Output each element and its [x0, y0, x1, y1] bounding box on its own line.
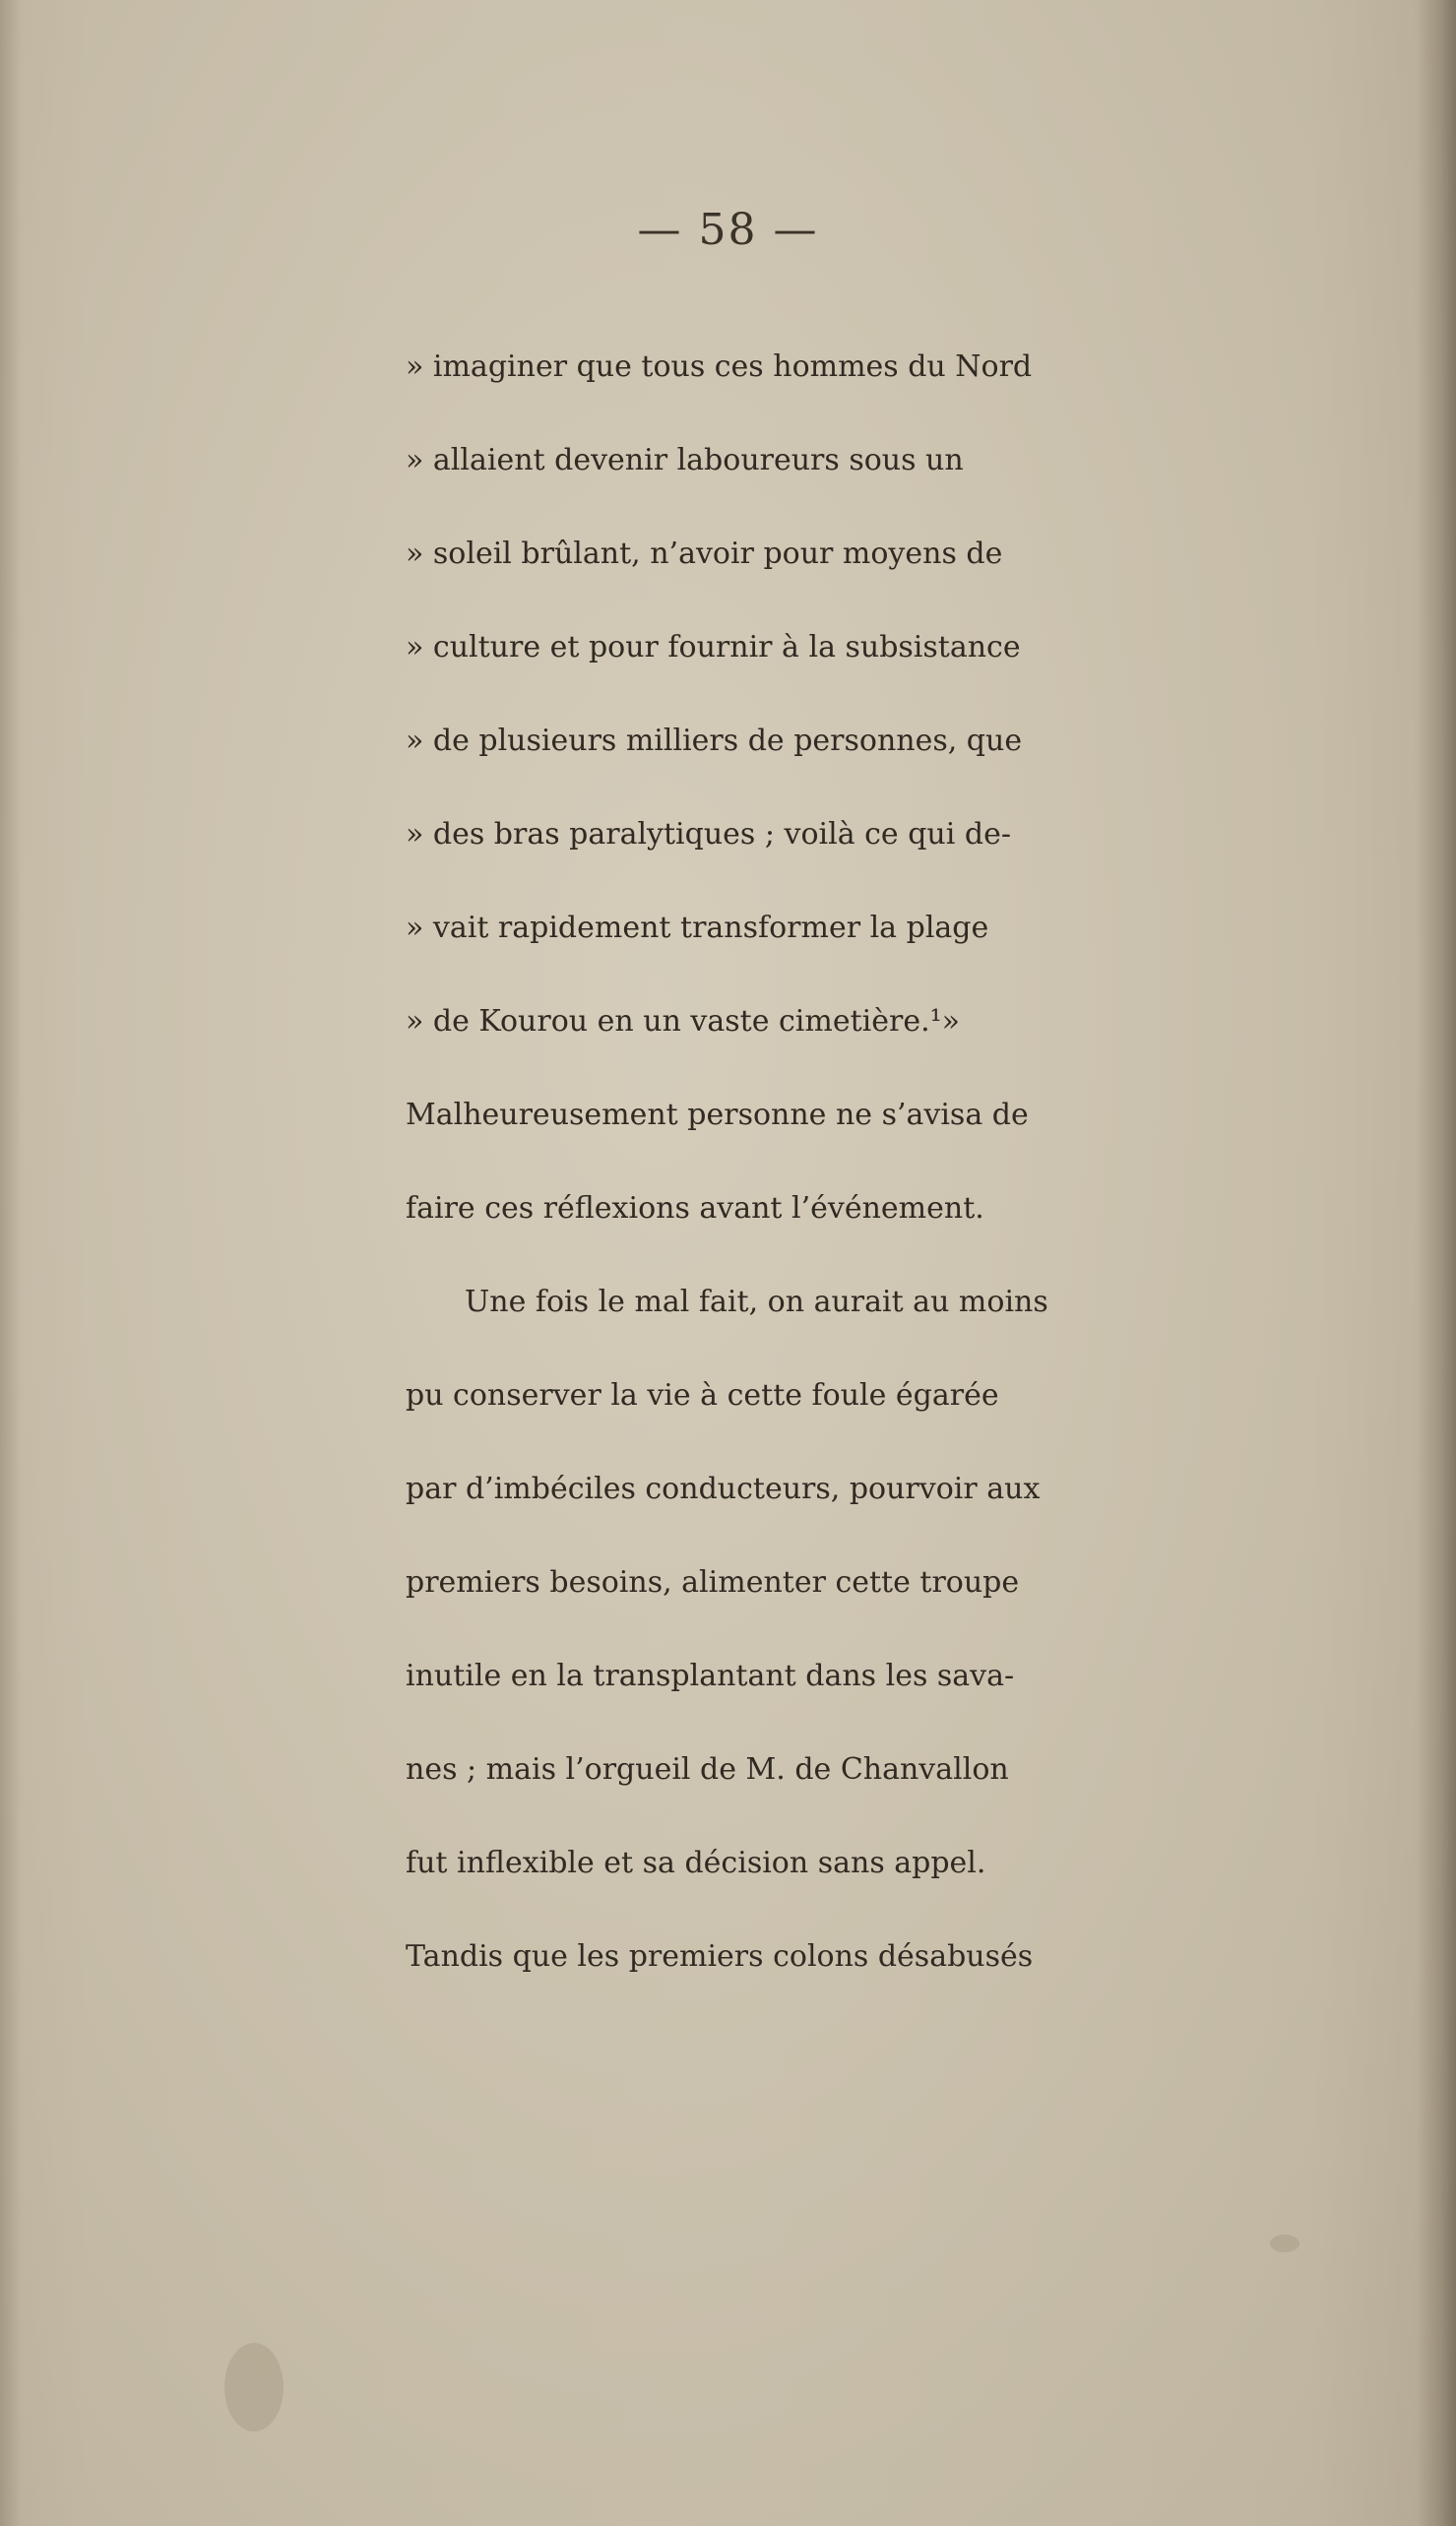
- text-line: » des bras paralytiques ; voilà ce qui de-: [406, 817, 1011, 852]
- text-line: » allaient devenir laboureurs sous un: [406, 443, 964, 477]
- text-line: » de plusieurs milliers de personnes, que: [406, 724, 1023, 758]
- text-line: » soleil brûlant, n’avoir pour moyens de: [406, 537, 1003, 571]
- text-line: faire ces réflexions avant l’événement.: [406, 1191, 984, 1226]
- text-line: premiers besoins, alimenter cette troupe: [406, 1565, 1020, 1600]
- page-number: — 58 —: [637, 205, 819, 255]
- body-text: [406, 320, 1439, 2003]
- text-line: fut inflexible et sa décision sans appel.: [406, 1846, 986, 1880]
- text-line: par d’imbéciles conducteurs, pourvoir aux: [406, 1472, 1041, 1506]
- text-line: pu conserver la vie à cette foule égarée: [406, 1378, 999, 1413]
- text-line: » vait rapidement transformer la plage: [406, 911, 989, 945]
- paper-stain: [1270, 2235, 1299, 2252]
- text-line: Malheureusement personne ne s’avisa de: [406, 1098, 1029, 1132]
- text-line: Tandis que les premiers colons désabusés: [406, 1939, 1034, 1974]
- text-line: nes ; mais l’orgueil de M. de Chanvallon: [406, 1752, 1009, 1787]
- text-line: » imaginer que tous ces hommes du Nord: [406, 349, 1033, 384]
- text-line: » de Kourou en un vaste cimetière.¹»: [406, 1004, 961, 1039]
- page-left-edge: [0, 0, 22, 2526]
- text-line: » culture et pour fournir à la subsistance: [406, 630, 1021, 664]
- text-line: inutile en la transplantant dans les sava-: [406, 1659, 1015, 1693]
- paper-stain: [224, 2343, 284, 2431]
- text-line: Une fois le mal fait, on aurait au moins: [465, 1285, 1048, 1319]
